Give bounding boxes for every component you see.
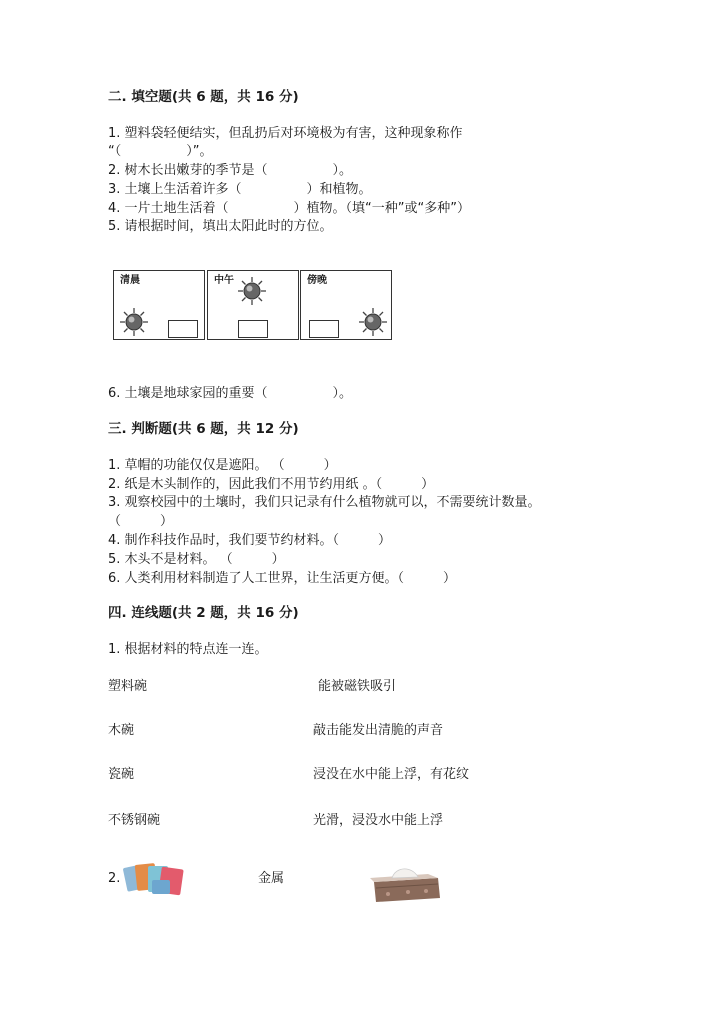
sun-box-label: 傍晚: [307, 275, 327, 286]
sun-box-evening: [300, 270, 392, 340]
fill-question-3: 3. 土壤上生活着许多（ ）和植物。: [108, 182, 372, 197]
fill-question-4: 4. 一片土地生活着（ ）植物。（填“一种”或“多种”）: [108, 201, 470, 216]
answer-box[interactable]: [309, 320, 339, 338]
judge-question-2: 2. 纸是木头制作的，因此我们不用节约用纸 。（ ）: [108, 477, 435, 492]
match-right-item[interactable]: 敲击能发出清脆的声音: [313, 723, 444, 738]
match-left-item[interactable]: 塑料碗: [108, 679, 148, 694]
sun-box-label: 中午: [214, 275, 234, 286]
match-right-item[interactable]: 浸没在水中能上浮，有花纹: [313, 767, 470, 782]
fill-question-5: 5. 请根据时间，填出太阳此时的方位。: [108, 219, 333, 234]
match-left-item[interactable]: 木碗: [108, 723, 135, 738]
fill-question-1: 1. 塑料袋轻便结实，但乱扔后对环境极为有害，这种现象称作: [108, 126, 463, 141]
tissue-box-image[interactable]: [368, 864, 444, 904]
sun-icon: [358, 307, 388, 337]
match-word-metal[interactable]: 金属: [258, 871, 285, 886]
match-right-item[interactable]: 能被磁铁吸引: [318, 679, 397, 694]
judge-question-1: 1. 草帽的功能仅仅是遮阳。 （ ）: [108, 458, 337, 473]
fill-question-6: 6. 土壤是地球家园的重要（ ）。: [108, 386, 353, 401]
match-question-2-number: 2.: [108, 871, 121, 886]
judge-question-3: 3. 观察校园中的土壤时，我们只记录有什么植物就可以，不需要统计数量。: [108, 495, 541, 510]
folded-clothes-image[interactable]: [122, 860, 192, 898]
judge-question-6: 6. 人类利用材料制造了人工世界，让生活更方便。（ ）: [108, 571, 457, 586]
section2-heading: 二. 填空题(共 6 题，共 16 分): [108, 89, 299, 105]
sun-box-noon: [207, 270, 299, 340]
judge-question-3-blank: （ ）: [108, 514, 174, 529]
judge-question-4: 4. 制作科技作品时，我们要节约材料。（ ）: [108, 533, 392, 548]
judge-question-5: 5. 木头不是材料。 （ ）: [108, 552, 285, 567]
sun-box-label: 清晨: [120, 275, 140, 286]
match-question-1: 1. 根据材料的特点连一连。: [108, 642, 268, 657]
match-right-item[interactable]: 光滑，浸没水中能上浮: [313, 813, 444, 828]
answer-box[interactable]: [238, 320, 268, 338]
section4-heading: 四. 连线题(共 2 题，共 16 分): [108, 605, 299, 621]
sun-icon: [237, 276, 267, 306]
sun-icon: [119, 307, 149, 337]
match-left-item[interactable]: 瓷碗: [108, 767, 135, 782]
section3-heading: 三. 判断题(共 6 题，共 12 分): [108, 421, 299, 437]
sun-box-morning: [113, 270, 205, 340]
fill-question-1-blank: “（ ）”。: [108, 144, 213, 159]
match-left-item[interactable]: 不锈钢碗: [108, 813, 161, 828]
fill-question-2: 2. 树木长出嫩芽的季节是（ ）。: [108, 163, 353, 178]
answer-box[interactable]: [168, 320, 198, 338]
